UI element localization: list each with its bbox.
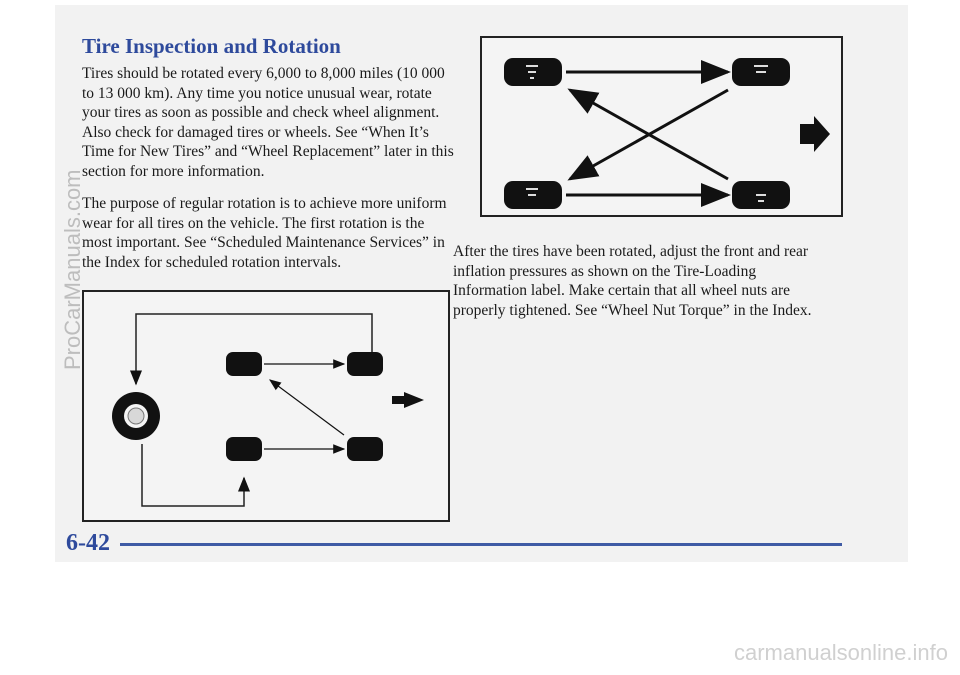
four-tire-rotation-diagram (480, 36, 843, 217)
tire-front-right-icon (347, 352, 383, 376)
tire-rear-right-icon (347, 437, 383, 461)
rotation-diagram-graphic (84, 292, 448, 520)
after-rotation-paragraph: After the tires have been rotated, adjust the front and rear inflation pressures as shown on the Tire-Loading Information label. Make certain that all wheel nuts are properly tightened. See “Wheel Nut Torque” in the Index. (453, 243, 812, 319)
section-title: Tire Inspection and Rotation (82, 34, 341, 58)
intro-paragraph: Tires should be rotated every 6,000 to 8,000 miles (10 000 to 13 000 km). Any time you notice unusual wear, rotate your tires as soon as possible and check wheel alignment. Also check for damaged tires or wheels. See “When It’s Time for New Tires” and “Wheel Replacement” later in this section for more information. (82, 65, 454, 180)
five-tire-rotation-diagram (82, 290, 450, 522)
page-number: 6-42 (66, 530, 110, 556)
tire-front-left-icon (226, 352, 262, 376)
x-rotation-graphic (482, 38, 841, 215)
footer-rule (120, 543, 842, 546)
tire-rear-left-icon (226, 437, 262, 461)
bottom-watermark[interactable]: carmanualsonline.info (733, 640, 948, 665)
direction-arrow-icon (800, 116, 830, 152)
rear-right-to-front-left-arrow (270, 380, 344, 435)
direction-arrow-icon (392, 392, 424, 408)
side-watermark: ProCarManuals.com (60, 169, 85, 370)
purpose-paragraph: The purpose of regular rotation is to achieve more uniform wear for all tires on the vehicle. The first rotation is the most important. See “Scheduled Maintenance Services” in the Index for scheduled rotation intervals. (82, 195, 447, 271)
spare-tire-icon (112, 392, 160, 440)
